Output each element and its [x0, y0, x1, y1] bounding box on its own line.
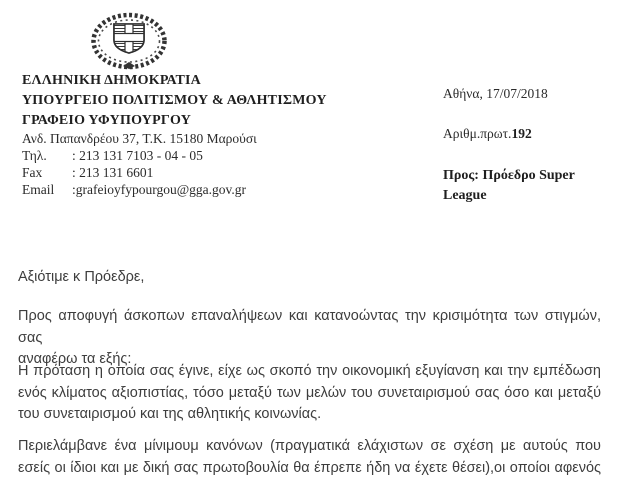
fax-value: : 213 131 6601: [72, 165, 154, 180]
protocol-line: [443, 126, 532, 142]
letterhead-header: [22, 71, 327, 131]
phone-value: : 213 131 7103 - 04 - 05: [72, 148, 203, 163]
body-line: Η πρόταση η οποία σας έγινε, είχε ως σκοπό την οικονομική εξυγίανση και την εμπέδωση: [18, 363, 601, 379]
body-line: ενός κλίματος αξιοπιστίας, τόσο μεταξύ των μελών του συνεταιρισμού σας όσο και μεταξύ: [18, 384, 601, 401]
phone-label: Τηλ.: [22, 148, 47, 163]
office-name: ΓΡΑΦΕΙΟ ΥΦΥΠΟΥΡΓΟΥ: [22, 113, 192, 128]
fax-row: [22, 164, 257, 181]
body-line: εσείς οι ίδιοι και με δική σας πρωτοβουλία θα έπρεπε ήδη να έχετε θέσει),οι οποίοι αφενός: [18, 459, 601, 476]
contact-block: [22, 130, 257, 198]
republic-name: ΕΛΛΗΝΙΚΗ ΔΗΜΟΚΡΑΤΙΑ: [22, 73, 201, 88]
phone-row: [22, 147, 257, 164]
body-line: αναφέρω τα εξής:: [18, 351, 132, 367]
place-date-line: Αθήνα, 17/07/2018: [443, 86, 548, 101]
body-line: Περιελάμβανε ένα μίνιμουμ κανόνων (πραγματικά ελάχιστων σε σχέση με αυτούς που: [18, 438, 601, 454]
ministry-name: ΥΠΟΥΡΓΕΙΟ ΠΟΛΙΤΙΣΜΟΥ & ΑΘΛΗΤΙΣΜΟΥ: [22, 93, 327, 108]
protocol-label: Αριθμ.πρωτ.: [443, 126, 512, 141]
body-line: του συνεταιρισμού και της αθλητικής κοινωνίας.: [18, 406, 322, 422]
email-row: [22, 181, 257, 198]
email-label: Email: [22, 182, 55, 197]
protocol-number: 192: [511, 126, 532, 141]
fax-label: Fax: [22, 165, 43, 180]
email-value: :grafeioyfypourgou@gga.gov.gr: [72, 182, 247, 197]
paragraph-3: [18, 436, 601, 479]
salutation-line: Αξιότιμε κ Πρόεδρε,: [18, 269, 145, 285]
body-line: Προς αποφυγή άσκοπων επαναλήψεων και κατανοώντας την κρισιμότητα των στιγμών, σας: [18, 308, 601, 346]
paragraph-2: [18, 361, 601, 426]
recipient-line: Προς: Πρόεδρο Super League: [443, 168, 575, 203]
greek-coat-of-arms-icon: [90, 12, 168, 75]
address-line: Ανδ. Παπανδρέου 37, Τ.Κ. 15180 Μαρούσι: [22, 131, 257, 146]
